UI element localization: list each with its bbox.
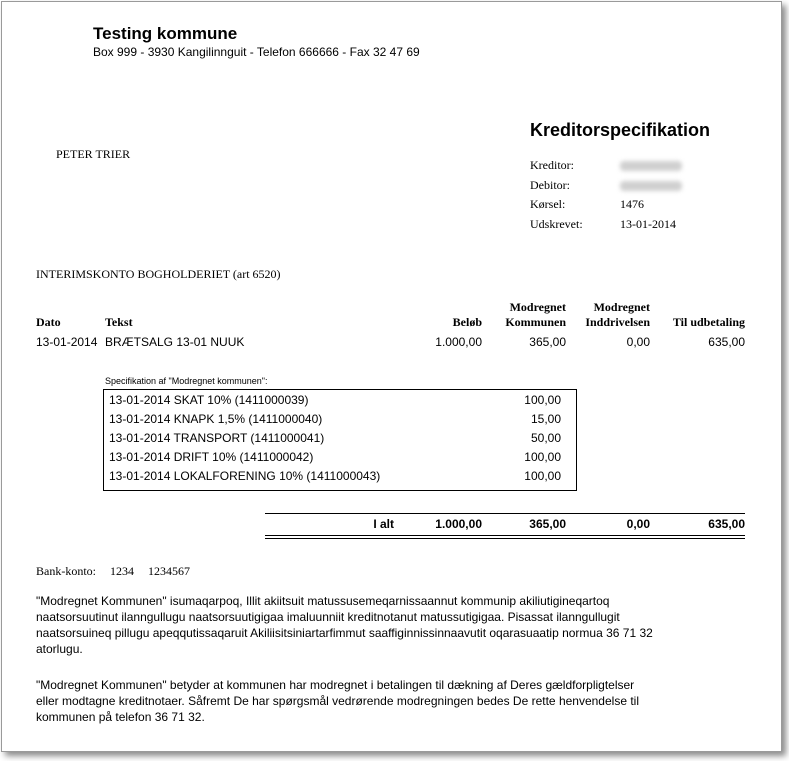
spec-row-text: 13-01-2014 DRIFT 10% (1411000042) (109, 450, 314, 464)
info-label-printed: Udskrevet: (530, 217, 583, 231)
info-value-printed: 13-01-2014 (620, 217, 676, 231)
spec-row-amount: 15,00 (530, 412, 561, 426)
col-header-text: Tekst (105, 315, 133, 329)
totals-top-rule (265, 513, 745, 514)
spec-row (109, 467, 569, 486)
spec-row (109, 410, 569, 429)
spec-row-amount: 100,00 (524, 469, 561, 483)
col-header-amount: Beløb (452, 315, 482, 329)
notice-danish: "Modregnet Kommunen" betyder at kommunen har modregnet i betalingen til dækning af Deres gældforpligtelser eller modtagne kreditnotaer. Såfremt De har spørgsmål vedrørende modregningen bedes De rette henvendelse til kommunen på telefon 36 71 32. (36, 678, 639, 724)
row-modregnet-kommunen: 365,00 (529, 335, 566, 349)
col-header-payout: Til udbetaling (672, 315, 745, 329)
spec-row (109, 391, 569, 410)
bank-number: 1234567 (148, 564, 190, 578)
row-amount: 1.000,00 (435, 335, 482, 349)
totals-bottom-rule-2 (265, 538, 745, 539)
totals-amount: 1.000,00 (435, 517, 482, 531)
info-label-debtor: Debitor: (530, 178, 570, 192)
document-page (1, 1, 782, 752)
account-heading: INTERIMSKONTO BOGHOLDERIET (art 6520) (36, 267, 281, 281)
organization-name: Testing kommune (93, 24, 238, 43)
totals-label: I alt (373, 517, 394, 531)
row-modregnet-inddrivelsen: 0,00 (626, 335, 650, 349)
col-header-modregnet-kommunen-line1: Modregnet (509, 300, 566, 314)
row-payout: 635,00 (708, 335, 745, 349)
notice-greenlandic: "Modregnet Kommunen" isumaqarpoq, Illit akiitsuit matussusemeqarnissaannut kommunip akiliutigineqartoq naatsorsuutinut ilanngullugu naatsorsuutigigaa imaluunniit kreditnotanut matussutigigaa. Pisassat ilanngullugit naatsorsuineq pillugu apeqqutissaqaruit Akiliisitsiniartarfimmut saaffiginnissinnaavutit oqarasuaatip normua 36 71 32 atorlugu. (36, 594, 653, 656)
bank-account (36, 564, 190, 579)
row-text: BRÆTSALG 13-01 NUUK (105, 335, 245, 349)
totals-modregnet-inddrivelsen: 0,00 (626, 517, 650, 531)
col-header-date: Dato (36, 315, 61, 329)
spec-box (103, 389, 577, 491)
row-date: 13-01-2014 (36, 335, 98, 349)
totals-bottom-rule-1 (265, 535, 745, 536)
recipient-name: PETER TRIER (56, 147, 131, 161)
spec-row (109, 429, 569, 448)
spec-row (109, 448, 569, 467)
info-label-run: Kørsel: (530, 197, 566, 211)
totals-payout: 635,00 (708, 517, 745, 531)
info-value-debtor-redacted (620, 178, 682, 192)
document-title: Kreditorspecifikation (530, 120, 711, 140)
spec-row-amount: 50,00 (530, 431, 561, 445)
spec-row-text: 13-01-2014 KNAPK 1,5% (1411000040) (109, 412, 323, 426)
spec-row-text: 13-01-2014 SKAT 10% (1411000039) (109, 393, 309, 407)
totals-modregnet-kommunen: 365,00 (529, 517, 566, 531)
spec-caption: Specifikation af "Modregnet kommunen": (105, 376, 268, 386)
info-value-creditor-redacted (620, 158, 682, 172)
info-label-creditor: Kreditor: (530, 158, 574, 172)
bank-label: Bank-konto: (36, 564, 96, 578)
spec-row-text: 13-01-2014 LOKALFORENING 10% (1411000043) (109, 469, 381, 483)
spec-row-amount: 100,00 (524, 393, 561, 407)
organization-address: Box 999 - 3930 Kangilinnguit - Telefon 666666 - Fax 32 47 69 (93, 45, 420, 59)
col-header-modregnet-inddrivelsen-line2: Inddrivelsen (585, 315, 650, 329)
bank-reg: 1234 (110, 564, 134, 578)
col-header-modregnet-inddrivelsen-line1: Modregnet (593, 300, 650, 314)
col-header-modregnet-kommunen-line2: Kommunen (505, 315, 566, 329)
spec-row-text: 13-01-2014 TRANSPORT (1411000041) (109, 431, 325, 445)
info-value-run: 1476 (620, 197, 644, 211)
spec-row-amount: 100,00 (524, 450, 561, 464)
